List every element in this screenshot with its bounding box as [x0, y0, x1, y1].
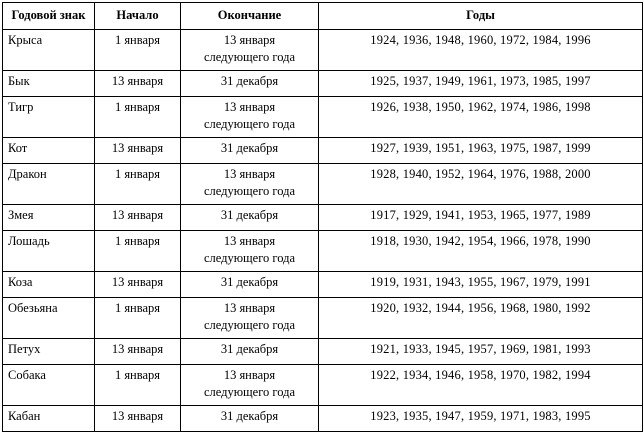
- cell-sign: Крыса: [3, 30, 95, 71]
- cell-start-date: 13 января: [95, 205, 181, 231]
- cell-years: 1926, 1938, 1950, 1962, 1974, 1986, 1998: [319, 97, 643, 138]
- cell-end-date-line2: следующего года: [203, 384, 296, 399]
- table-row: [3, 71, 643, 97]
- cell-end-date-line2: следующего года: [203, 116, 296, 131]
- cell-sign: Петух: [3, 339, 95, 365]
- column-header-start: Начало: [95, 3, 181, 30]
- cell-end-date-line1: 13 января: [223, 368, 276, 382]
- cell-start-date: 13 января: [95, 71, 181, 97]
- cell-end-date: [181, 298, 319, 339]
- table-row: [3, 339, 643, 365]
- cell-end-date: [181, 406, 319, 432]
- table-row: [3, 205, 643, 231]
- column-header-years: Годы: [319, 3, 643, 30]
- cell-years: 1920, 1932, 1944, 1956, 1968, 1980, 1992: [319, 298, 643, 339]
- cell-years: 1921, 1933, 1945, 1957, 1969, 1981, 1993: [319, 339, 643, 365]
- cell-end-date: [181, 272, 319, 298]
- cell-years: 1917, 1929, 1941, 1953, 1965, 1977, 1989: [319, 205, 643, 231]
- cell-end-date: [181, 97, 319, 138]
- cell-start-date: 13 января: [95, 138, 181, 164]
- cell-sign: Коза: [3, 272, 95, 298]
- cell-start-date: 1 января: [95, 30, 181, 71]
- table-header-row: [3, 3, 643, 30]
- cell-start-date: 1 января: [95, 365, 181, 406]
- cell-end-date-line1: 31 декабря: [220, 208, 279, 222]
- cell-years: 1918, 1930, 1942, 1954, 1966, 1978, 1990: [319, 231, 643, 272]
- table-row: [3, 272, 643, 298]
- cell-years: 1923, 1935, 1947, 1959, 1971, 1983, 1995: [319, 406, 643, 432]
- cell-sign: Обезьяна: [3, 298, 95, 339]
- cell-end-date: [181, 339, 319, 365]
- cell-years: 1928, 1940, 1952, 1964, 1976, 1988, 2000: [319, 164, 643, 205]
- cell-start-date: 13 января: [95, 272, 181, 298]
- cell-years: 1925, 1937, 1949, 1961, 1973, 1985, 1997: [319, 71, 643, 97]
- cell-end-date-line1: 31 декабря: [220, 74, 279, 88]
- cell-end-date-line2: следующего года: [203, 183, 296, 198]
- table-row: [3, 231, 643, 272]
- table-body: [3, 30, 643, 432]
- cell-start-date: 13 января: [95, 406, 181, 432]
- table-row: [3, 365, 643, 406]
- cell-end-date: [181, 71, 319, 97]
- cell-end-date: [181, 138, 319, 164]
- cell-start-date: 1 января: [95, 164, 181, 205]
- cell-end-date: [181, 164, 319, 205]
- cell-end-date-line1: 13 января: [223, 234, 276, 248]
- cell-end-date-line2: следующего года: [203, 49, 296, 64]
- cell-years: 1927, 1939, 1951, 1963, 1975, 1987, 1999: [319, 138, 643, 164]
- cell-sign: Лошадь: [3, 231, 95, 272]
- cell-start-date: 1 января: [95, 97, 181, 138]
- cell-end-date-line1: 31 декабря: [220, 342, 279, 356]
- cell-start-date: 1 января: [95, 231, 181, 272]
- cell-years: 1919, 1931, 1943, 1955, 1967, 1979, 1991: [319, 272, 643, 298]
- cell-sign: Тигр: [3, 97, 95, 138]
- cell-end-date: [181, 205, 319, 231]
- cell-sign: Змея: [3, 205, 95, 231]
- cell-sign: Дракон: [3, 164, 95, 205]
- cell-sign: Бык: [3, 71, 95, 97]
- column-header-end: Окончание: [181, 3, 319, 30]
- cell-years: 1924, 1936, 1948, 1960, 1972, 1984, 1996: [319, 30, 643, 71]
- table-header: [3, 3, 643, 30]
- table-row: [3, 138, 643, 164]
- cell-end-date-line1: 13 января: [223, 167, 276, 181]
- cell-end-date-line1: 13 января: [223, 33, 276, 47]
- table-row: [3, 30, 643, 71]
- cell-sign: Кабан: [3, 406, 95, 432]
- cell-sign: Собака: [3, 365, 95, 406]
- cell-years: 1922, 1934, 1946, 1958, 1970, 1982, 1994: [319, 365, 643, 406]
- cell-end-date-line1: 31 декабря: [220, 141, 279, 155]
- cell-end-date: [181, 30, 319, 71]
- zodiac-years-table: [2, 2, 643, 432]
- cell-end-date-line1: 31 декабря: [220, 409, 279, 423]
- cell-end-date-line2: следующего года: [203, 317, 296, 332]
- cell-end-date-line1: 31 декабря: [220, 275, 279, 289]
- cell-end-date: [181, 365, 319, 406]
- column-header-sign: Годовой знак: [3, 3, 95, 30]
- cell-end-date-line1: 13 января: [223, 301, 276, 315]
- cell-end-date-line1: 13 января: [223, 100, 276, 114]
- cell-end-date: [181, 231, 319, 272]
- table-row: [3, 406, 643, 432]
- table-row: [3, 97, 643, 138]
- cell-start-date: 13 января: [95, 339, 181, 365]
- cell-end-date-line2: следующего года: [203, 250, 296, 265]
- table-row: [3, 298, 643, 339]
- cell-sign: Кот: [3, 138, 95, 164]
- table-row: [3, 164, 643, 205]
- cell-start-date: 1 января: [95, 298, 181, 339]
